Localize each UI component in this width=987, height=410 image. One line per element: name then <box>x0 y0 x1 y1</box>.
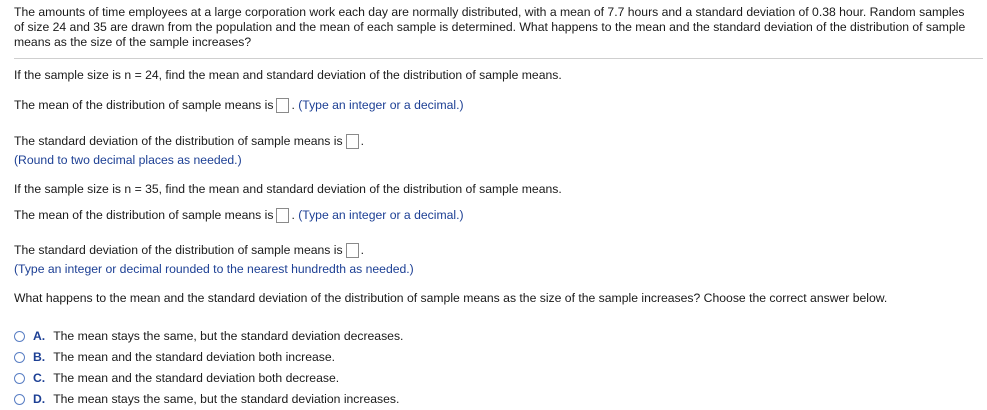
problem-statement: The amounts of time employees at a large corporation work each day are normally distributed, with a mean of 7.7 hours and a standard deviation of 0.38 hour. Random samples of size 24 and 35 are drawn from the population and the mean of each sample is determined. What happens to the mean and the standard deviation of the distribution of sample means as the size of the sample increases? <box>14 5 966 49</box>
part2-mean-row: The mean of the distribution of sample means is . (Type an integer or a decimal.) <box>14 208 464 222</box>
part1-mean-row: The mean of the distribution of sample means is . (Type an integer or a decimal.) <box>14 98 464 112</box>
part2-sd-answer-box[interactable] <box>346 243 359 258</box>
choice-d[interactable] <box>14 392 399 407</box>
part2-sd-hint: (Type an integer or decimal rounded to the nearest hundredth as needed.) <box>14 262 414 276</box>
choice-b-letter: B. <box>33 350 46 364</box>
part1-sd-hint: (Round to two decimal places as needed.) <box>14 153 242 167</box>
choice-a-text: The mean stays the same, but the standard deviation decreases. <box>53 329 404 343</box>
choice-c[interactable] <box>14 371 339 386</box>
radio-button-c[interactable] <box>14 373 25 384</box>
part1-mean-hint: (Type an integer or a decimal.) <box>298 98 464 112</box>
part1-mean-label: The mean of the distribution of sample means is <box>14 98 274 112</box>
choice-a[interactable] <box>14 329 403 344</box>
question-text: What happens to the mean and the standard deviation of the distribution of sample means as the size of the sample increases? Choose the correct answer below. <box>14 291 888 305</box>
part2-mean-hint: (Type an integer or a decimal.) <box>298 208 464 222</box>
choice-d-text: The mean stays the same, but the standard deviation increases. <box>53 392 400 406</box>
choice-d-letter: D. <box>33 392 46 406</box>
part2-sd-row: The standard deviation of the distribution of sample means is . <box>14 243 364 257</box>
part2-mean-answer-box[interactable] <box>276 208 289 223</box>
choice-c-text: The mean and the standard deviation both decrease. <box>53 371 340 385</box>
choice-c-letter: C. <box>33 371 46 385</box>
part1-prompt: If the sample size is n = 24, find the mean and standard deviation of the distribution of sample means. <box>14 68 562 82</box>
choice-a-letter: A. <box>33 329 46 343</box>
radio-button-d[interactable] <box>14 394 25 405</box>
choice-b-text: The mean and the standard deviation both increase. <box>53 350 336 364</box>
part1-sd-answer-box[interactable] <box>346 134 359 149</box>
part1-sd-row: The standard deviation of the distribution of sample means is . <box>14 134 364 148</box>
radio-button-b[interactable] <box>14 352 25 363</box>
part2-sd-label: The standard deviation of the distribution of sample means is <box>14 243 343 257</box>
choice-b[interactable] <box>14 350 335 365</box>
divider <box>14 58 983 59</box>
part1-sd-label: The standard deviation of the distribution of sample means is <box>14 134 343 148</box>
part2-mean-label: The mean of the distribution of sample means is <box>14 208 274 222</box>
part2-prompt: If the sample size is n = 35, find the mean and standard deviation of the distribution of sample means. <box>14 182 562 196</box>
radio-button-a[interactable] <box>14 331 25 342</box>
part1-mean-answer-box[interactable] <box>276 98 289 113</box>
